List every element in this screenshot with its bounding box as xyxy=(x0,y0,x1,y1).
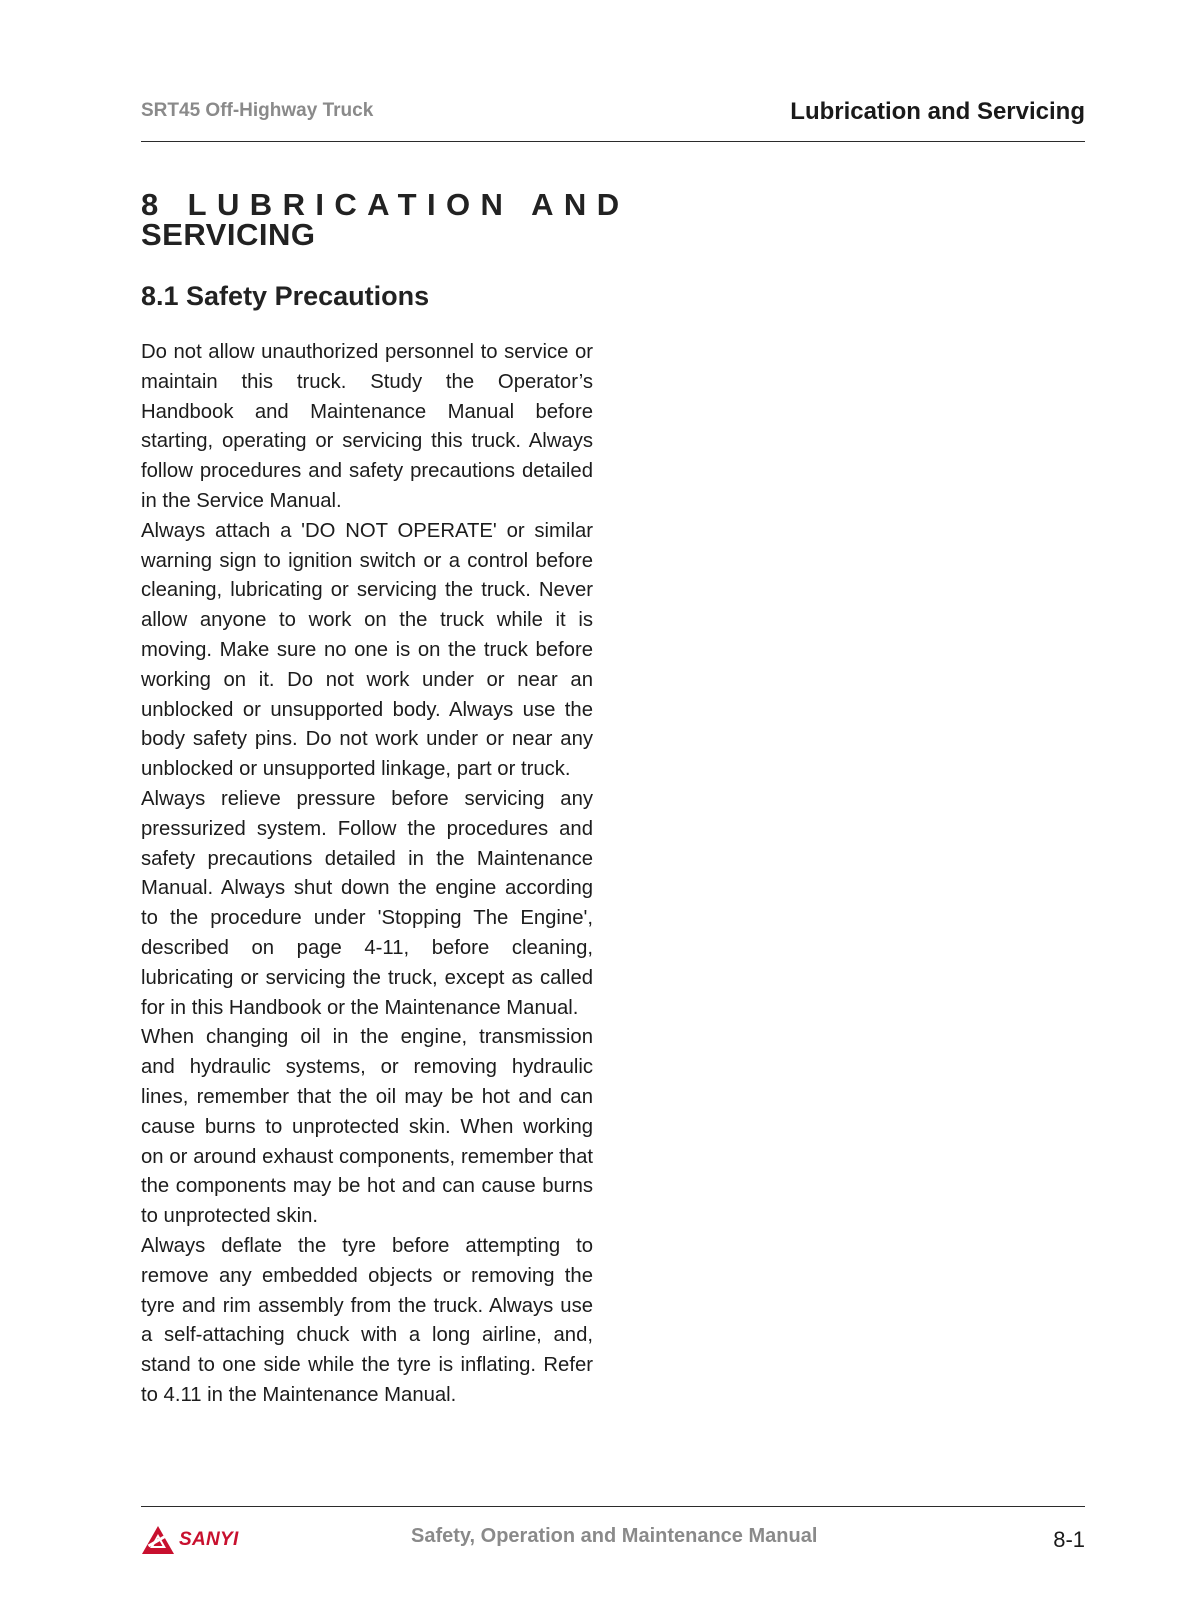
header-document-title: SRT45 Off-Highway Truck xyxy=(141,100,374,121)
paragraph: Do not allow unauthorized personnel to service or maintain this truck. Study the Operator’s Handbook and Maintenance Manual before starting, operating or servicing this truck. Always follow procedures and safety precautions detailed in the Service Manual. xyxy=(141,341,593,512)
sany-logo xyxy=(141,1525,239,1555)
sany-logo-icon xyxy=(141,1525,175,1555)
paragraph: When changing oil in the engine, transmission and hydraulic systems, or removing hydraulic lines, remember that the oil may be hot and can cause burns to unprotected skin. When working on or around exhaust components, remember that the components may be hot and can cause burns to unprotected skin. xyxy=(141,1026,593,1228)
section-title: 8.1 Safety Precautions xyxy=(141,281,430,311)
chapter-title-line-1: 8 LUBRICATION AND xyxy=(141,187,630,222)
page-footer xyxy=(141,1506,1085,1566)
paragraph: Always deflate the tyre before attempting to remove any embedded objects or removing the tyre and rim assembly from the truck. Always use a self-attaching chuck with a long airline, and, stand to one side while the tyre is inflating. Refer to 4.11 in the Maintenance Manual. xyxy=(141,1234,593,1406)
footer-manual-title: Safety, Operation and Maintenance Manual xyxy=(411,1525,818,1547)
body-text xyxy=(141,338,593,1411)
logo-text: SANYI xyxy=(179,1529,239,1550)
paragraph: Always relieve pressure before servicing any pressurized system. Follow the procedures and safety precautions detailed in the Maintenance Manual. Always shut down the engine according to the procedure under 'Stopping The Engine', described on page 4-11, before cleaning, lubricating or servicing the truck, except as called for in this Handbook or the Maintenance Manual. xyxy=(141,787,593,1019)
chapter-title-line-2: SERVICING xyxy=(141,217,316,252)
page-number: 8-1 xyxy=(1053,1527,1085,1552)
page-header xyxy=(141,96,1085,142)
paragraph: Always attach a 'DO NOT OPERATE' or similar warning sign to ignition switch or a control before cleaning, lubricating or servicing the truck. Never allow anyone to work on the truck while it is moving. Make sure no one is on the truck before working on it. Do not work under or near an unblocked or unsupported body. Always use the body safety pins. Do not work under or near any unblocked or unsupported linkage, part or truck. xyxy=(141,519,593,781)
main-content xyxy=(141,187,630,1411)
header-chapter-title: Lubrication and Servicing xyxy=(790,98,1085,125)
chapter-title xyxy=(141,187,630,252)
